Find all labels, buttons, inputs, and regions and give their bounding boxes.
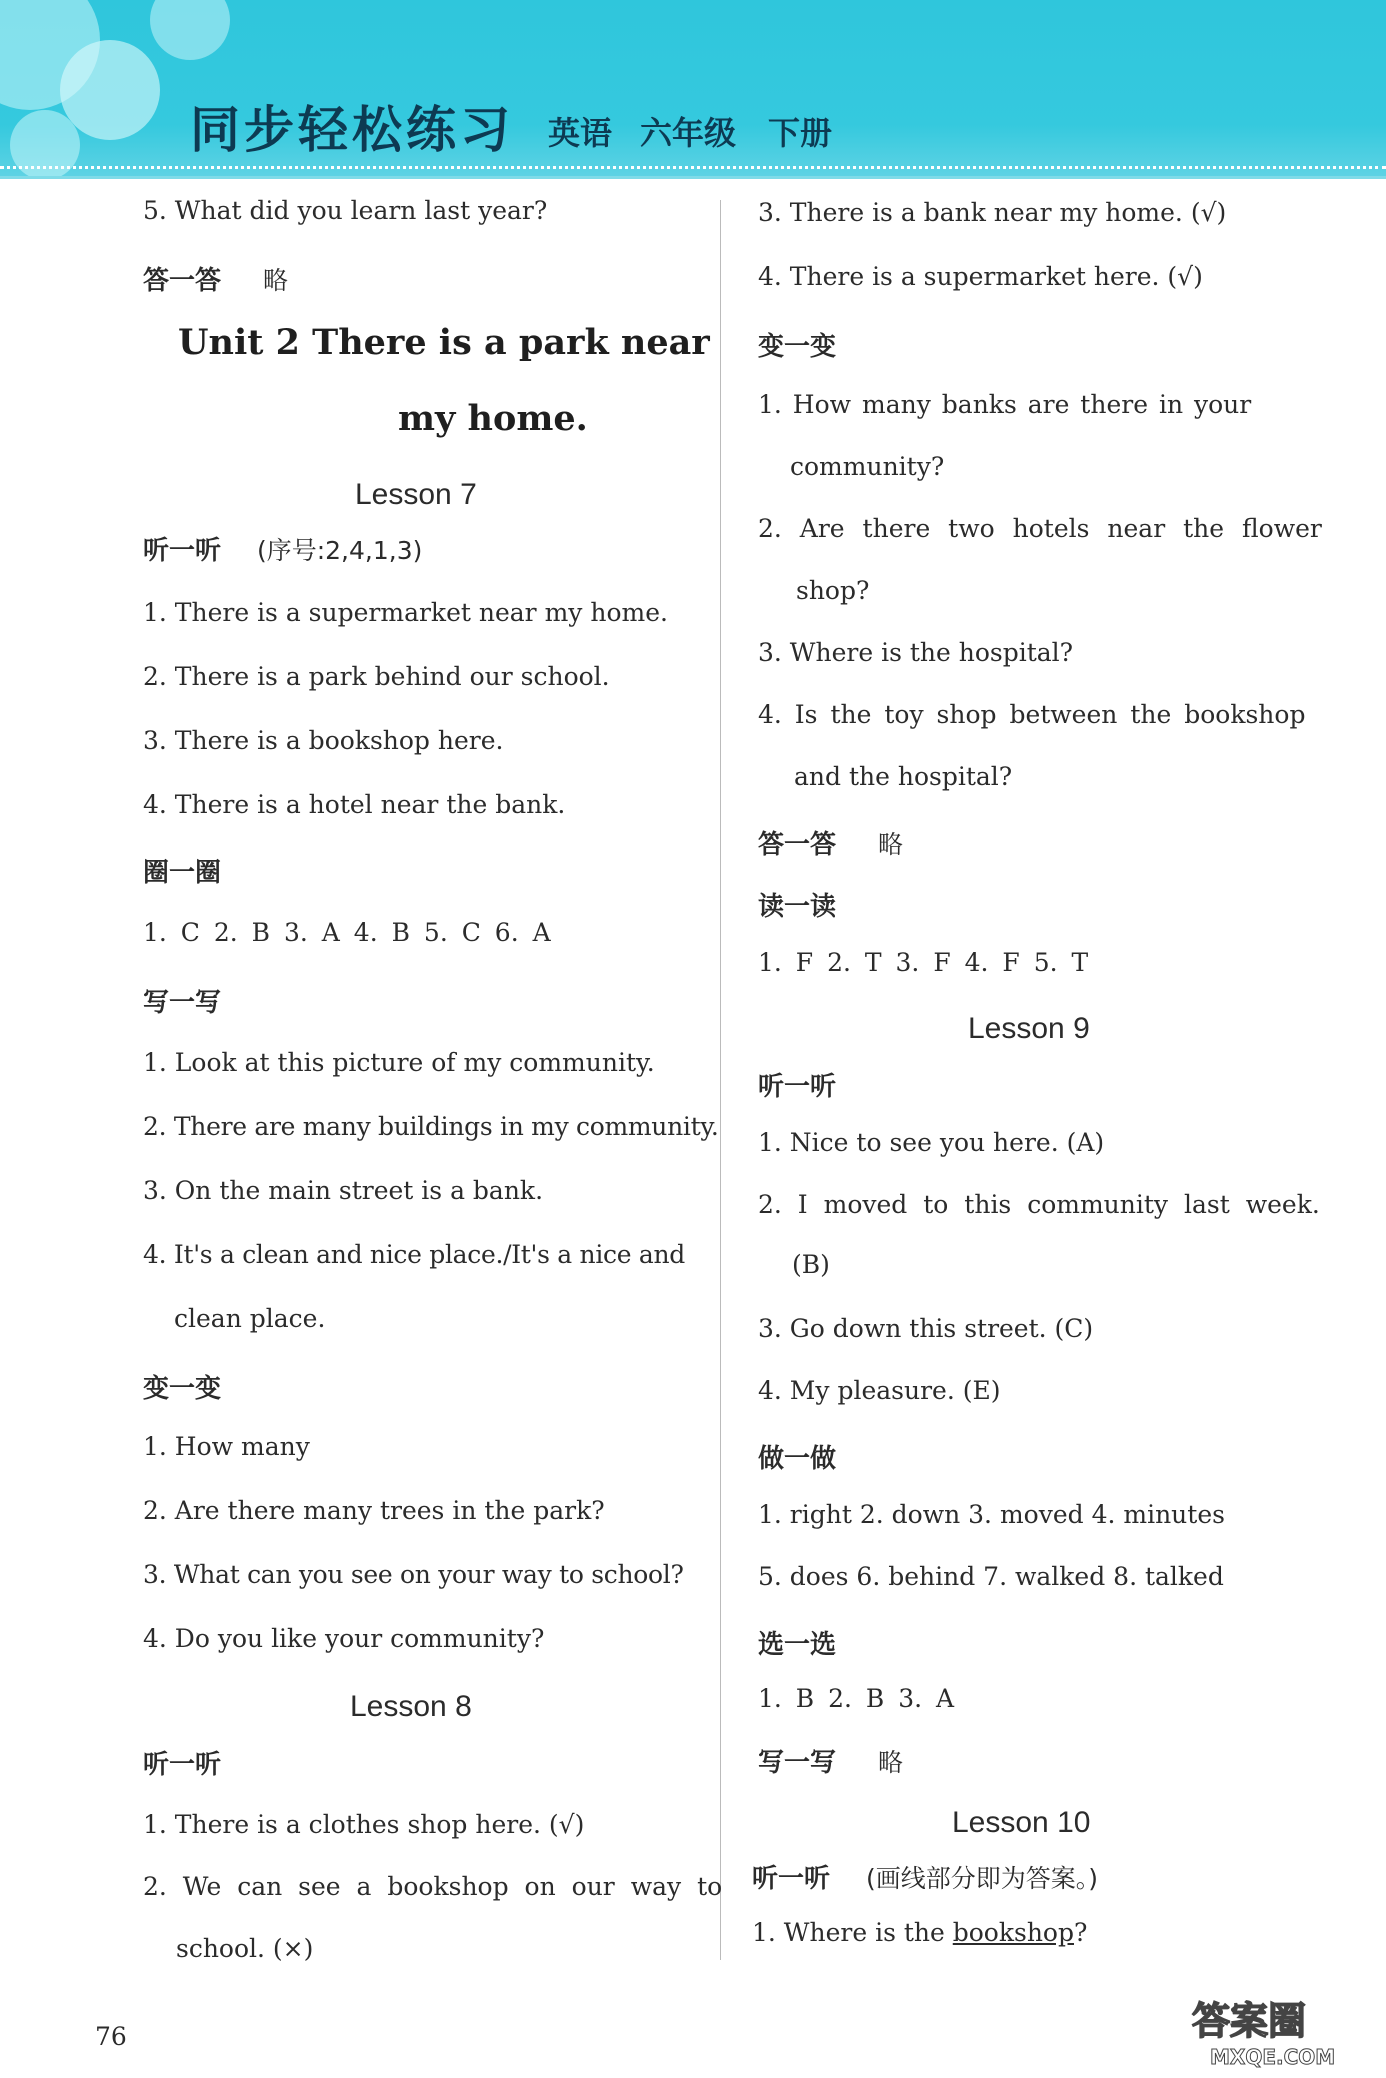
- header-dotted-divider: [0, 166, 1386, 169]
- grade-label: 六年级: [640, 114, 737, 152]
- answer-line-continued: shop?: [796, 576, 870, 605]
- section-label: 听一听: [758, 1072, 837, 1102]
- answer-line: 1. How many: [143, 1432, 310, 1461]
- watermark-logo: [1180, 1990, 1380, 2070]
- book-title: 同步轻松练习: [190, 101, 514, 159]
- lesson-heading: Lesson 7: [355, 478, 477, 511]
- decor-bubble: [150, 0, 230, 60]
- answer-line: 3. Go down this street. (C): [758, 1314, 1094, 1343]
- decor-bubble: [60, 40, 160, 140]
- section-label: 做一做: [758, 1444, 837, 1474]
- answer-line: 1. C 2. B 3. A 4. B 5. C 6. A: [143, 918, 551, 947]
- answer-line: 1. There is a clothes shop here. (√): [143, 1810, 585, 1839]
- lesson-heading: Lesson 9: [968, 1012, 1090, 1045]
- answer-text: 1. Where is the: [752, 1918, 953, 1947]
- unit-title-line1: Unit 2 There is a park near: [178, 322, 710, 363]
- lesson-heading: Lesson 8: [350, 1690, 472, 1723]
- answer-line: 1. How many banks are there in your: [758, 390, 1252, 419]
- answer-line: 4. My pleasure. (E): [758, 1376, 1001, 1405]
- section-label: 写一写: [758, 1748, 837, 1778]
- volume-label: 下册: [768, 114, 833, 152]
- section-label: 变一变: [758, 332, 837, 362]
- section-answer: [758, 1742, 903, 1779]
- answer-line: [752, 1918, 1087, 1947]
- section-label: 变一变: [143, 1374, 222, 1404]
- answer-line: 1. Nice to see you here. (A): [758, 1128, 1105, 1157]
- answer-line: 2. Are there two hotels near the flower: [758, 514, 1322, 543]
- header-banner: [0, 0, 1386, 178]
- question-line: 5. What did you learn last year?: [143, 196, 548, 225]
- answer-line: 2. There are many buildings in my community.: [143, 1112, 719, 1141]
- section-label: 答一答: [758, 830, 837, 860]
- answer-line: 4. There is a hotel near the bank.: [143, 790, 566, 819]
- answer-line: 2. There is a park behind our school.: [143, 662, 610, 691]
- column-divider: [720, 200, 721, 1960]
- answer-line-continued: clean place.: [174, 1304, 326, 1333]
- unit-title-line2: my home.: [398, 398, 588, 439]
- section-listen: [143, 530, 422, 567]
- answer-line: 2. We can see a bookshop on our way to: [143, 1872, 723, 1901]
- answer-line: 4. Do you like your community?: [143, 1624, 545, 1653]
- section-answer: [758, 824, 903, 861]
- answer-line: 3. There is a bank near my home. (√): [758, 198, 1227, 227]
- svg-text:答案圈: 答案圈: [1192, 1999, 1307, 2043]
- answer-line: 4. Is the toy shop between the bookshop: [758, 700, 1306, 729]
- section-label: 圈一圈: [143, 858, 222, 888]
- answer-line: 4. It's a clean and nice place./It's a nice and: [143, 1240, 686, 1269]
- subject-label: 英语: [548, 114, 613, 152]
- svg-text:MXQE.COM: MXQE.COM: [1210, 2045, 1336, 2069]
- section-label: 读一读: [758, 892, 837, 922]
- underlined-answer: bookshop: [952, 1918, 1074, 1947]
- answer-line: 1. Look at this picture of my community.: [143, 1048, 655, 1077]
- section-label: 选一选: [758, 1630, 837, 1660]
- answer-value: 略: [877, 1748, 903, 1777]
- answer-line-continued: school. (×): [176, 1934, 314, 1963]
- answer-line-continued: and the hospital?: [794, 762, 1013, 791]
- section-label: 听一听: [143, 1750, 222, 1780]
- header-underline: [0, 176, 1386, 179]
- section-label: 答一答: [143, 266, 222, 296]
- answer-line: 2. I moved to this community last week.: [758, 1190, 1320, 1219]
- section-note: (画线部分即为答案。): [865, 1864, 1098, 1893]
- answer-line: 3. Where is the hospital?: [758, 638, 1074, 667]
- section-label: 写一写: [143, 988, 222, 1018]
- answer-line: 3. On the main street is a bank.: [143, 1176, 544, 1205]
- answer-line-continued: (B): [792, 1250, 830, 1279]
- section-listen: [752, 1858, 1098, 1895]
- section-answer: [143, 260, 288, 297]
- answer-line: 1. There is a supermarket near my home.: [143, 598, 668, 627]
- answer-line: 3. What can you see on your way to school?: [143, 1560, 684, 1589]
- section-label: 听一听: [143, 536, 222, 566]
- section-note: (序号:2,4,1,3): [256, 536, 423, 565]
- answer-line: 1. right 2. down 3. moved 4. minutes: [758, 1500, 1225, 1529]
- answer-value: 略: [877, 830, 903, 859]
- answer-value: 略: [262, 266, 288, 295]
- answer-line: 4. There is a supermarket here. (√): [758, 262, 1203, 291]
- answer-line: 5. does 6. behind 7. walked 8. talked: [758, 1562, 1224, 1591]
- answer-line-continued: community?: [790, 452, 945, 481]
- page-number: 76: [95, 2022, 127, 2051]
- answer-line: 1. B 2. B 3. A: [758, 1684, 955, 1713]
- lesson-heading: Lesson 10: [952, 1806, 1091, 1839]
- answer-line: 2. Are there many trees in the park?: [143, 1496, 605, 1525]
- section-label: 听一听: [752, 1864, 831, 1894]
- answer-line: 1. F 2. T 3. F 4. F 5. T: [758, 948, 1089, 977]
- answer-text: ?: [1074, 1918, 1088, 1947]
- answer-line: 3. There is a bookshop here.: [143, 726, 504, 755]
